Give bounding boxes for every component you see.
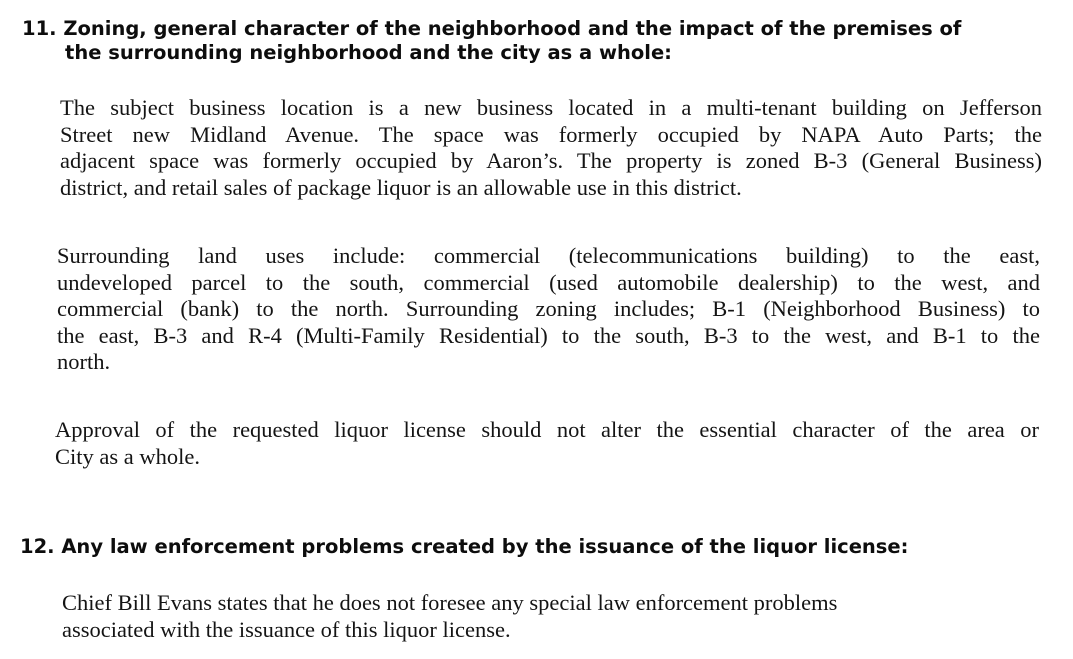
section-11-paragraph-3 (55, 417, 1039, 470)
paragraph-line: commercial (bank) to the north. Surrounding zoning includes; B-1 (Neighborhood Business) to (57, 296, 1040, 321)
paragraph-line: the east, B-3 and R-4 (Multi-Family Residential) to the south, B-3 to the west, and B-1 to the (57, 322, 1040, 348)
section-11-title-line-2: the surrounding neighborhood and the city as a whole: (65, 41, 672, 64)
paragraph-line: district, and retail sales of package liquor is an allowable use in this district. (60, 174, 742, 200)
section-12-heading-line-1 (20, 535, 908, 559)
paragraph-line: associated with the issuance of this liquor license. (62, 616, 511, 642)
paragraph-line: The subject business location is a new business located in a multi-tenant building on Jefferson (60, 95, 1042, 120)
paragraph-line: Chief Bill Evans states that he does not foresee any special law enforcement problems (62, 590, 838, 615)
section-11-number: 11. (22, 17, 57, 40)
section-11-heading (22, 17, 961, 65)
paragraph-line: adjacent space was formerly occupied by Aaron’s. The property is zoned B-3 (General Business) (60, 148, 1042, 173)
section-11-paragraph-1 (60, 95, 1042, 201)
paragraph-line: City as a whole. (55, 443, 200, 469)
section-12-paragraph-1 (62, 590, 942, 643)
paragraph-line: undeveloped parcel to the south, commercial (used automobile dealership) to the west, and (57, 269, 1040, 295)
section-12-number: 12. (20, 535, 55, 558)
paragraph-line: Approval of the requested liquor license should not alter the essential character of the area or (55, 417, 1039, 442)
section-11-heading-line-1 (22, 17, 961, 41)
section-12-heading (20, 535, 908, 559)
section-11-title-line-1: Zoning, general character of the neighborhood and the impact of the premises of (63, 17, 962, 40)
paragraph-line: Street new Midland Avenue. The space was formerly occupied by NAPA Auto Parts; the (60, 121, 1042, 147)
section-11-paragraph-2 (57, 243, 1040, 376)
section-12-title-line-1: Any law enforcement problems created by the issuance of the liquor license: (61, 535, 909, 558)
paragraph-line: Surrounding land uses include: commercial (telecommunications building) to the east, (57, 243, 1040, 268)
paragraph-line: north. (57, 349, 111, 374)
